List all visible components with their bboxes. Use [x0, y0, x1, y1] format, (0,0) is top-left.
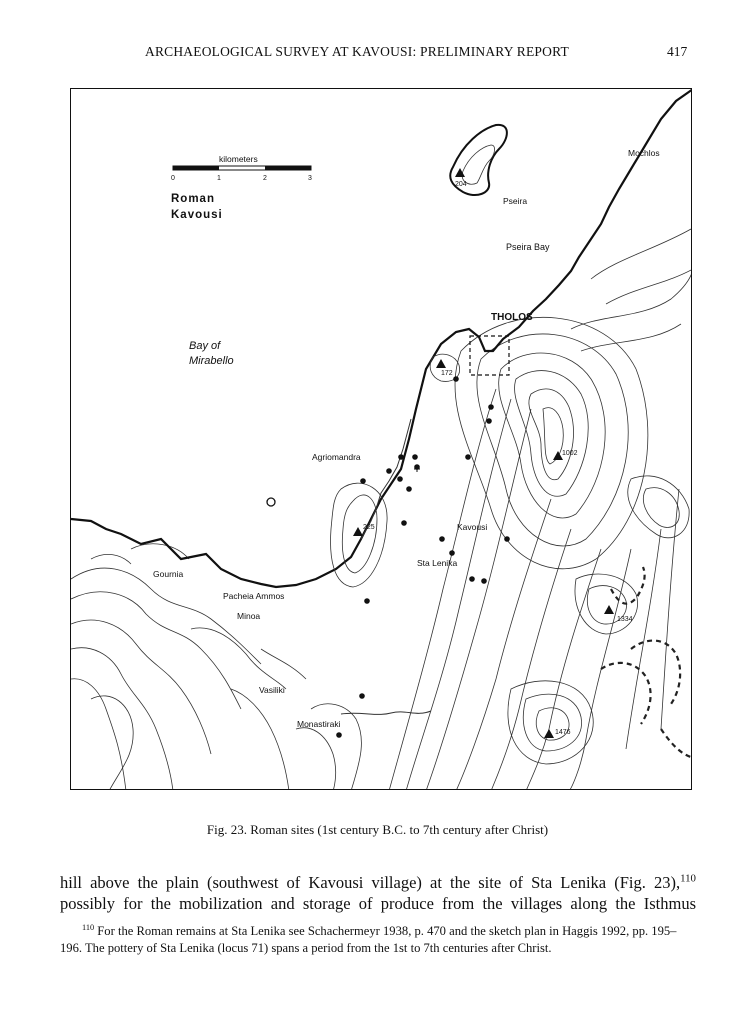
roman-site-dot [469, 576, 475, 582]
roman-site-dot [336, 732, 342, 738]
label-sta-lenika: Sta Lenika [417, 558, 458, 568]
label-pacheia-ammos: Pacheia Ammos [223, 591, 285, 601]
map-title-roman: Roman [171, 193, 215, 205]
roman-site-dot [488, 404, 494, 410]
tholos-survey-box [470, 336, 509, 375]
stream [341, 711, 431, 714]
roman-site-dot [465, 454, 471, 460]
footnote [60, 923, 696, 957]
map-title-kavousi: Kavousi [171, 209, 223, 221]
elevation-204: 204 [455, 181, 467, 188]
scale-bar [173, 166, 311, 170]
page-number: 417 [667, 44, 688, 59]
roman-site-dot [414, 464, 420, 470]
label-vasiliki: Vasiliki [259, 685, 285, 695]
roman-site-dot [504, 536, 510, 542]
roman-site-dot [397, 476, 403, 482]
roman-site-dot [364, 598, 370, 604]
roman-site-dot [453, 376, 459, 382]
roman-site-dot [486, 418, 492, 424]
roman-site-dot [401, 520, 407, 526]
contour-lines [71, 229, 692, 790]
roman-site-dot [406, 486, 412, 492]
body-line-1 [60, 872, 696, 893]
pseira-island [450, 125, 507, 195]
label-minoa: Minoa [237, 611, 261, 621]
caption-text: Roman sites (1st century B.C. to 7th century after Christ) [250, 822, 549, 837]
label-bay-of: Bay of [189, 340, 221, 352]
label-pseira: Pseira [503, 196, 528, 206]
label-gournia: Gournia [153, 569, 184, 579]
label-tholos: THOLOS [491, 312, 533, 323]
map-drawing [71, 89, 692, 790]
body-line-2: possibly for the mobilization and storage of produce from the villages along the Isthmus [60, 894, 696, 913]
roman-site-dot [439, 536, 445, 542]
roman-site-dot [412, 454, 418, 460]
label-monastiraki: Monastiraki [297, 719, 341, 729]
elevation-1334: 1334 [617, 616, 633, 623]
elevation-172: 172 [441, 370, 453, 377]
label-mochlos: Mochlos [628, 148, 660, 158]
footnote-text: For the Roman remains at Sta Lenika see Schachermeyr 1938, p. 470 and the sketch plan in Haggis 1992, pp. 195–196. The pottery of Sta Lenika (locus 71) spans a period from the 1st to 7th centuries after Christ. [60, 924, 677, 955]
roman-site-dot [449, 550, 455, 556]
elevation-markers [353, 168, 614, 738]
scale-tick-2: 2 [263, 175, 267, 182]
label-pseira-bay: Pseira Bay [506, 242, 550, 252]
figure-caption [0, 822, 755, 838]
label-mirabello: Mirabello [189, 355, 234, 367]
running-title: ARCHAEOLOGICAL SURVEY AT KAVOUSI: PRELIMINARY REPORT [145, 44, 569, 59]
footnote-number: 110 [82, 922, 95, 932]
roman-site-dot [359, 693, 365, 699]
tower-symbol [267, 498, 275, 506]
scale-tick-0: 0 [171, 175, 175, 182]
scale-tick-1: 1 [217, 175, 221, 182]
ruined-walls [601, 567, 691, 757]
roman-site-dot [481, 578, 487, 584]
roman-sites-map [70, 88, 692, 790]
elevation-225: 225 [363, 524, 375, 531]
label-agriomandra: Agriomandra [312, 452, 361, 462]
roman-site-dot [360, 478, 366, 484]
body-paragraph [60, 872, 696, 914]
coastline [71, 89, 692, 587]
elevation-1476: 1476 [555, 729, 571, 736]
running-head [0, 44, 755, 64]
caption-label: Fig. 23. [206, 822, 247, 837]
elevation-1002: 1002 [562, 450, 578, 457]
roman-site-dot [398, 454, 404, 460]
footnote-ref: 110 [680, 872, 696, 885]
roman-site-dot [386, 468, 392, 474]
label-kavousi: Kavousi [457, 522, 488, 532]
scale-label: kilometers [219, 154, 258, 164]
body-line-1-text: hill above the plain (southwest of Kavousi village) at the site of Sta Lenika (Fig. 23), [60, 873, 681, 892]
footnote-paragraph [60, 923, 696, 957]
scale-tick-3: 3 [308, 175, 312, 182]
